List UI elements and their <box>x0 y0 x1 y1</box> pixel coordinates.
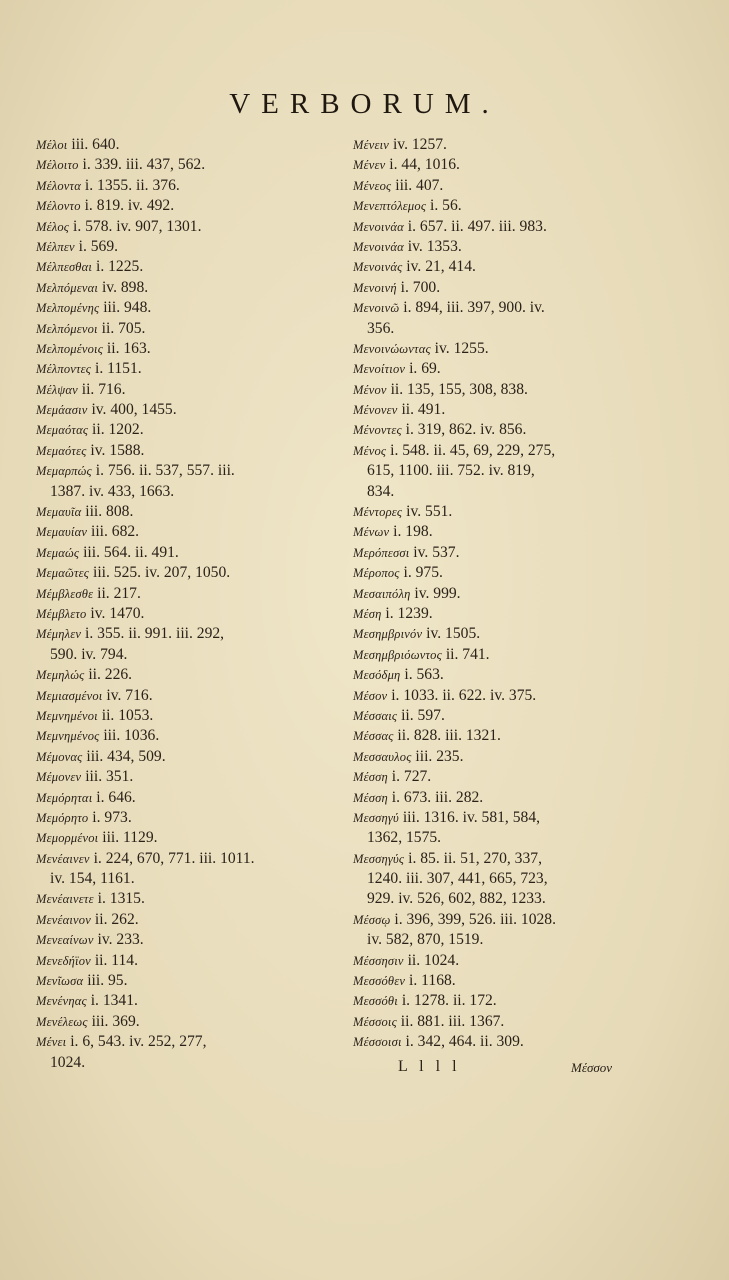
index-entry <box>36 584 336 604</box>
reference: iii. 640. <box>71 136 120 153</box>
headword: Μενοίτιον <box>353 362 406 377</box>
index-entry <box>36 991 336 1011</box>
headword: Μεμνημένοι <box>36 708 98 723</box>
reference: i. 1168. <box>409 972 456 990</box>
headword: Μεμηλώς <box>36 668 85 683</box>
headword: Μεμιασμένοι <box>36 688 103 703</box>
index-entry <box>353 747 653 767</box>
headword: Μεσημβρινόν <box>353 627 423 642</box>
right-column <box>353 135 653 1053</box>
headword: Μενέλεως <box>36 1014 88 1029</box>
headword: Μέσσῳ <box>353 912 391 927</box>
index-entry <box>353 400 653 420</box>
index-entry <box>36 624 336 644</box>
reference: iii. 1129. <box>102 829 158 847</box>
index-entry <box>353 543 653 563</box>
reference: iv. 1505. <box>426 625 481 643</box>
index-entry <box>353 563 653 583</box>
headword: Μεμόρητο <box>36 810 89 825</box>
index-entry <box>353 991 653 1011</box>
reference: iv. 1255. <box>434 339 489 357</box>
headword: Μερόπεσσι <box>353 545 410 560</box>
reference: iv. 21, 414. <box>406 258 476 276</box>
index-entry <box>36 706 336 726</box>
reference: i. 6, 543. iv. 252, 277, <box>70 1033 207 1051</box>
index-entry <box>36 767 336 787</box>
reference: iii. 682. <box>91 523 140 541</box>
index-entry <box>36 910 336 930</box>
headword: Μέλοντα <box>36 178 81 193</box>
reference: iv. 551. <box>406 503 453 521</box>
reference: i. 1315. <box>97 890 145 908</box>
reference: i. 396, 399, 526. iii. 1028. <box>394 910 556 928</box>
reference: i. 973. <box>92 808 132 826</box>
headword: Μέλπεν <box>36 239 75 254</box>
index-entry <box>353 196 653 216</box>
headword: Μέλποντες <box>36 362 92 377</box>
index-entry <box>36 257 336 277</box>
headword: Μενοινάα <box>353 219 404 234</box>
index-entry <box>36 319 336 339</box>
index-entry <box>36 543 336 563</box>
index-entry <box>353 441 653 461</box>
index-entry-continuation: 615, 1100. iii. 752. iv. 819, <box>367 462 535 480</box>
headword: Μεσσόθεν <box>353 974 406 989</box>
reference: ii. 1024. <box>407 951 460 969</box>
index-entry <box>36 686 336 706</box>
index-entry <box>353 808 653 828</box>
headword: Μενέαινετε <box>36 892 94 907</box>
index-entry <box>36 196 336 216</box>
reference: iv. 716. <box>106 686 153 704</box>
reference: iii. 808. <box>85 503 134 521</box>
reference: i. 700. <box>400 278 441 296</box>
reference: iv. 1257. <box>392 136 447 153</box>
index-entry <box>353 767 653 787</box>
headword: Μελπόμενοι <box>36 321 98 336</box>
headword: Μεμαυίαν <box>36 525 88 540</box>
index-entry <box>353 257 653 277</box>
headword: Μενοινῶ <box>353 301 400 316</box>
headword: Μενῖωσα <box>36 974 84 989</box>
index-entry <box>353 971 653 991</box>
index-entry <box>36 563 336 583</box>
index-entry <box>36 930 336 950</box>
index-entry <box>353 522 653 542</box>
index-entry <box>36 849 336 869</box>
headword: Μέλος <box>36 219 70 234</box>
headword: Μέσσοις <box>353 1014 397 1029</box>
headword: Μενέαινον <box>36 912 91 927</box>
index-entry <box>36 1012 336 1032</box>
index-entry <box>36 1032 336 1052</box>
reference: ii. 741. <box>445 645 490 663</box>
reference: i. 1225. <box>96 258 144 276</box>
reference: iii. 407. <box>395 176 444 194</box>
running-header: VERBORUM. <box>229 88 500 120</box>
headword: Μεσσαυλος <box>353 749 412 764</box>
reference: ii. 1202. <box>92 421 144 439</box>
headword: Μέμβλετο <box>36 606 87 621</box>
headword: Μεσσηγύ <box>353 810 399 825</box>
index-entry <box>353 237 653 257</box>
headword: Μεμόρηται <box>36 790 93 805</box>
reference: ii. 881. iii. 1367. <box>400 1012 505 1030</box>
headword: Μέσσας <box>353 729 394 744</box>
index-entry <box>353 706 653 726</box>
reference: i. 548. ii. 45, 69, 229, 275, <box>390 441 556 459</box>
reference: i. 342, 464. ii. 309. <box>405 1033 524 1051</box>
headword: Μέσσοισι <box>353 1035 402 1050</box>
index-entry <box>353 217 653 237</box>
reference: ii. 226. <box>88 666 133 684</box>
index-entry <box>36 380 336 400</box>
index-entry <box>353 849 653 869</box>
headword: Μεμαρπώς <box>36 464 92 479</box>
index-entry <box>36 665 336 685</box>
reference: ii. 597. <box>401 706 445 724</box>
reference: i. 56. <box>430 197 462 215</box>
index-entry-continuation: 1240. iii. 307, 441, 665, 723, <box>367 870 548 888</box>
index-entry <box>353 298 653 318</box>
headword: Μεμνημένος <box>36 729 100 744</box>
index-entry <box>36 237 336 257</box>
headword: Μέλψαν <box>36 382 78 397</box>
reference: ii. 828. iii. 1321. <box>397 727 501 745</box>
reference: i. 646. <box>96 788 136 806</box>
reference: i. 727. <box>391 768 432 786</box>
index-entry <box>353 910 653 930</box>
headword: Μεσαιπόλη <box>353 586 411 601</box>
index-entry <box>353 176 653 196</box>
reference: ii. 262. <box>94 910 139 928</box>
reference: i. 894, iii. 397, 900. iv. <box>403 299 545 317</box>
left-column <box>36 135 336 1073</box>
reference: i. 563. <box>404 666 444 684</box>
index-entry <box>36 951 336 971</box>
index-entry <box>353 420 653 440</box>
headword: Μένονεν <box>353 403 398 418</box>
headword: Μέλοι <box>36 138 68 152</box>
reference: iii. 1036. <box>103 727 160 745</box>
headword: Μέσον <box>353 688 388 703</box>
index-entry <box>36 217 336 237</box>
reference: iii. 351. <box>85 768 134 786</box>
reference: iv. 537. <box>413 543 460 561</box>
reference: i. 1151. <box>95 360 142 378</box>
reference: iii. 1316. iv. 581, 584, <box>402 808 541 826</box>
signature-mark: L l l l <box>398 1058 461 1075</box>
headword: Μεμαυῖα <box>36 505 82 520</box>
reference: i. 569. <box>78 237 119 255</box>
headword: Μένει <box>36 1035 67 1050</box>
headword: Μένεος <box>353 178 392 193</box>
index-entry <box>353 502 653 522</box>
index-entry <box>36 155 336 175</box>
headword: Μέμηλεν <box>36 627 82 642</box>
reference: i. 1033. ii. 622. iv. 375. <box>391 686 537 704</box>
headword: Μένεν <box>353 158 386 173</box>
headword: Μέσση <box>353 770 388 785</box>
reference: iii. 369. <box>91 1012 140 1030</box>
reference: iv. 400, 1455. <box>91 401 177 419</box>
index-entry <box>353 359 653 379</box>
index-entry-continuation: 929. iv. 526, 602, 882, 1233. <box>367 890 546 908</box>
reference: iii. 948. <box>103 299 152 317</box>
reference: i. 819. iv. 492. <box>84 197 175 215</box>
reference: i. 1355. ii. 376. <box>84 176 180 194</box>
reference: i. 578. iv. 907, 1301. <box>72 217 202 235</box>
reference: iv. 1470. <box>90 604 145 622</box>
index-entry <box>36 135 336 155</box>
index-entry <box>36 889 336 909</box>
index-entry <box>36 788 336 808</box>
index-entry <box>353 645 653 665</box>
headword: Μενοινάς <box>353 260 403 275</box>
index-entry <box>36 522 336 542</box>
reference: iv. 898. <box>101 278 149 296</box>
reference: i. 319, 862. iv. 856. <box>405 421 527 439</box>
headword: Μεσσόθι <box>353 994 398 1009</box>
headword: Μελπομένοις <box>36 341 104 356</box>
headword: Μέσσαις <box>353 708 398 723</box>
index-entry <box>36 441 336 461</box>
reference: ii. 1053. <box>101 706 154 724</box>
headword: Μεσσηγύς <box>353 851 405 866</box>
headword: Μεσόδμη <box>353 668 401 683</box>
headword: Μεμαότες <box>36 443 87 458</box>
headword: Μέλοντο <box>36 199 81 214</box>
reference: i. 224, 670, 771. iii. 1011. <box>93 849 255 867</box>
reference: i. 975. <box>403 564 443 582</box>
headword: Μεμάασιν <box>36 403 88 418</box>
reference: i. 85. ii. 51, 270, 337, <box>408 849 542 867</box>
reference: ii. 705. <box>101 319 146 337</box>
index-entry <box>353 604 653 624</box>
reference: i. 339. iii. 437, 562. <box>82 156 206 174</box>
headword: Μέλοιτο <box>36 158 79 173</box>
reference: i. 657. ii. 497. iii. 983. <box>407 217 547 235</box>
reference: i. 673. iii. 282. <box>391 788 484 806</box>
headword: Μένοντες <box>353 423 402 438</box>
index-entry <box>353 278 653 298</box>
index-entry <box>36 808 336 828</box>
index-entry-continuation: iv. 582, 870, 1519. <box>367 931 484 949</box>
reference: i. 69. <box>409 360 441 378</box>
headword: Μένειν <box>353 138 390 152</box>
index-entry <box>353 624 653 644</box>
reference: iii. 525. iv. 207, 1050. <box>92 564 231 582</box>
reference: i. 44, 1016. <box>389 156 460 174</box>
reference: ii. 114. <box>94 951 138 969</box>
headword: Μενοινάα <box>353 239 404 254</box>
reference: i. 1341. <box>90 992 138 1010</box>
index-entry <box>36 461 336 481</box>
index-entry <box>353 665 653 685</box>
reference: iv. 1588. <box>90 441 145 459</box>
reference: i. 198. <box>393 523 433 541</box>
index-entry <box>36 298 336 318</box>
index-entry <box>36 359 336 379</box>
headword: Μελπόμεναι <box>36 280 99 295</box>
index-entry <box>36 400 336 420</box>
reference: ii. 491. <box>401 401 446 419</box>
headword: Μέμονας <box>36 749 83 764</box>
headword: Μέσση <box>353 790 388 805</box>
index-entry <box>353 155 653 175</box>
reference: ii. 716. <box>81 380 126 398</box>
index-entry <box>36 726 336 746</box>
index-entry <box>36 502 336 522</box>
index-entry <box>36 278 336 298</box>
reference: iii. 95. <box>87 972 128 990</box>
index-entry-continuation: 1387. iv. 433, 1663. <box>50 482 175 500</box>
index-entry <box>36 339 336 359</box>
index-entry <box>36 747 336 767</box>
headword: Μενεαίνων <box>36 933 94 948</box>
index-entry <box>353 1032 653 1052</box>
headword: Μέμονεν <box>36 770 82 785</box>
headword: Μεμαότας <box>36 423 89 438</box>
index-entry <box>353 339 653 359</box>
index-entry <box>353 1012 653 1032</box>
reference: ii. 135, 155, 308, 838. <box>390 380 528 398</box>
headword: Μένος <box>353 443 387 458</box>
index-entry <box>353 380 653 400</box>
reference: ii. 217. <box>97 584 141 602</box>
reference: iii. 564. ii. 491. <box>83 543 179 561</box>
index-entry <box>36 604 336 624</box>
headword: Μεσημβριόωντος <box>353 647 442 662</box>
reference: iv. 1353. <box>407 237 462 255</box>
index-entry <box>353 726 653 746</box>
reference: iii. 235. <box>415 747 464 765</box>
index-entry-continuation: 356. <box>367 319 395 337</box>
index-entry <box>353 686 653 706</box>
headword: Μέντορες <box>353 505 403 520</box>
catchword: Μέσσον <box>571 1060 613 1075</box>
index-entry-continuation: 1362, 1575. <box>367 829 442 847</box>
headword: Μεμορμένοι <box>36 831 99 846</box>
reference: i. 1278. ii. 172. <box>401 992 497 1010</box>
index-entry <box>353 788 653 808</box>
index-entry <box>353 951 653 971</box>
index-entry <box>36 828 336 848</box>
index-entry-continuation: 834. <box>367 482 395 500</box>
headword: Μελπομένης <box>36 301 100 316</box>
headword: Μεμαῶτες <box>36 566 90 581</box>
headword: Μέροπος <box>353 566 400 581</box>
headword: Μέλπεσθαι <box>36 260 93 275</box>
reference: iv. 233. <box>97 931 144 949</box>
index-entry-continuation: 1024. <box>50 1053 86 1071</box>
headword: Μενοινώωντας <box>353 341 431 356</box>
headword: Μέσσησιν <box>353 953 404 968</box>
headword: Μενένηας <box>36 994 87 1009</box>
headword: Μενοινή <box>353 280 397 295</box>
headword: Μέμβλεσθε <box>36 586 94 601</box>
index-entry <box>36 176 336 196</box>
index-entry <box>36 420 336 440</box>
reference: ii. 163. <box>106 339 151 357</box>
headword: Μέση <box>353 606 382 621</box>
reference: iii. 434, 509. <box>86 747 166 765</box>
reference: i. 355. ii. 991. iii. 292, <box>85 625 225 643</box>
reference: iv. 999. <box>414 584 461 602</box>
headword: Μενεπτόλεμος <box>353 199 427 214</box>
index-entry <box>36 971 336 991</box>
reference: i. 756. ii. 537, 557. iii. <box>95 462 235 480</box>
index-entry-continuation: iv. 154, 1161. <box>50 870 135 888</box>
index-entry <box>353 584 653 604</box>
headword: Μένον <box>353 382 387 397</box>
headword: Μεμαώς <box>36 545 80 560</box>
headword: Μενεδήϊον <box>36 953 91 968</box>
index-entry <box>353 135 653 155</box>
reference: i. 1239. <box>385 604 433 622</box>
index-entry-continuation: 590. iv. 794. <box>50 645 128 663</box>
headword: Μένων <box>353 525 390 540</box>
headword: Μενέαινεν <box>36 851 90 866</box>
